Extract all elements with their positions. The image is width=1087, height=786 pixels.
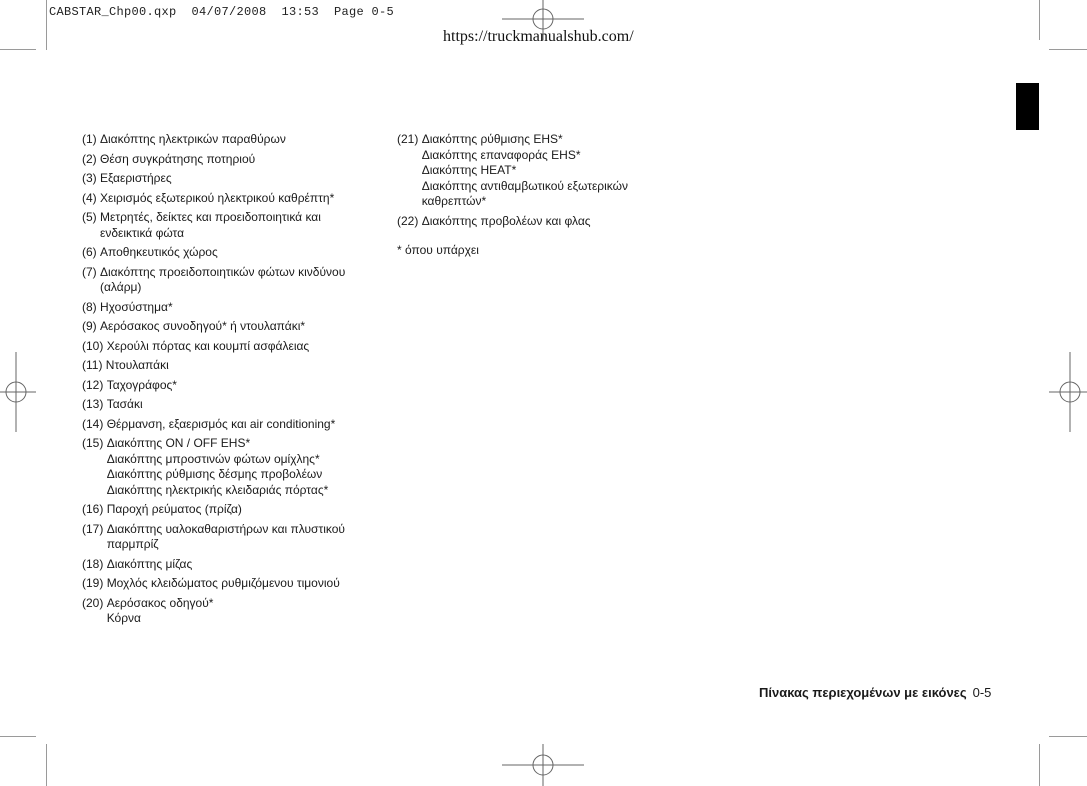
- entry-text: [100, 319, 305, 335]
- entry-number: (20): [82, 595, 107, 610]
- entry-line: Διακόπτης υαλοκαθαριστήρων και πλυστικού: [106, 521, 345, 536]
- entry-text: [100, 171, 172, 187]
- entry-text: [422, 214, 591, 230]
- entry-number: (4): [82, 190, 100, 205]
- entry-text: [100, 300, 173, 316]
- entry-number: (1): [82, 132, 100, 146]
- entry-text: [422, 132, 628, 210]
- entry-text: [100, 210, 321, 241]
- entry-text: [107, 417, 336, 433]
- legend-entry: [82, 152, 382, 168]
- entry-text: [100, 245, 218, 261]
- crop-mark-bottom-left-h: [0, 736, 36, 737]
- legend-entry: [82, 596, 382, 627]
- legend-entry: [82, 576, 382, 592]
- entry-line: Κόρνα: [106, 611, 141, 625]
- entry-line: Χερούλι πόρτας και κουμπί ασφάλειας: [106, 338, 310, 353]
- entry-line: Εξαεριστήρες: [100, 171, 172, 185]
- entry-line: (αλάρμ): [100, 280, 142, 294]
- entry-line: Αερόσακος οδηγού*: [106, 595, 214, 610]
- legend-entry: [82, 358, 382, 374]
- entry-number: (18): [82, 556, 107, 571]
- entry-line: Διακόπτης HEAT*: [421, 163, 517, 177]
- entry-number: (5): [82, 210, 100, 224]
- entry-line: Χειρισμός εξωτερικού ηλεκτρικού καθρέπτη*: [100, 190, 335, 205]
- entry-line: Διακόπτης ηλεκτρικών παραθύρων: [100, 132, 286, 146]
- legend-entry: [82, 436, 382, 498]
- entry-line: Θέρμανση, εξαερισμός και air conditioning*: [106, 416, 336, 431]
- entry-line: Διακόπτης ρύθμισης EHS*: [421, 132, 563, 146]
- entry-text: [107, 522, 345, 553]
- entry-line: Ηχοσύστημα*: [100, 299, 173, 314]
- entry-text: [100, 152, 255, 168]
- entry-line: ενδεικτικά φώτα: [100, 225, 185, 240]
- entry-line: Διακόπτης ρύθμισης δέσμης προβολέων: [106, 467, 323, 481]
- section-tab-marker: [1016, 83, 1039, 130]
- entry-line: Διακόπτης μίζας: [106, 556, 193, 571]
- legend-entry: [82, 171, 382, 187]
- entry-number: (19): [82, 576, 107, 590]
- crop-mark-top-left-v: [46, 0, 47, 50]
- legend-entry: [82, 397, 382, 413]
- entry-text: [107, 436, 329, 498]
- entry-line: Διακόπτης προβολέων και φλας: [421, 213, 591, 228]
- entry-number: (11): [82, 358, 106, 372]
- entry-line: παρμπρίζ: [106, 537, 159, 551]
- entry-number: (22): [397, 213, 422, 228]
- legend-entry: [397, 214, 667, 230]
- entry-line: Παροχή ρεύματος (πρίζα): [106, 502, 242, 516]
- entry-line: Αποθηκευτικός χώρος: [100, 245, 218, 259]
- legend-entry: [82, 319, 382, 335]
- entry-number: (7): [82, 264, 100, 279]
- crop-mark-bottom-right-v: [1039, 744, 1040, 786]
- legend-entry: [82, 339, 382, 355]
- entry-line: Ταχογράφος*: [106, 377, 177, 392]
- crop-mark-bottom-left-v: [46, 744, 47, 786]
- legend-entry: [82, 245, 382, 261]
- entry-number: (3): [82, 171, 100, 185]
- legend-left-column: [82, 132, 382, 631]
- legend-entry: [397, 132, 667, 210]
- entry-number: (12): [82, 377, 107, 392]
- entry-line: Τασάκι: [106, 397, 143, 411]
- entry-number: (16): [82, 502, 107, 516]
- page-footer: [759, 685, 991, 700]
- entry-text: [107, 557, 193, 573]
- print-header: CABSTAR_Chp00.qxp 04/07/2008 13:53 Page 0-5: [49, 5, 395, 19]
- entry-line: Ντουλαπάκι: [105, 358, 169, 372]
- entry-number: (17): [82, 521, 107, 536]
- registration-mark-bottom-icon: [502, 744, 584, 786]
- registration-mark-left-icon: [0, 352, 36, 432]
- legend-entry: [82, 300, 382, 316]
- entry-line: Διακόπτης επαναφοράς EHS*: [421, 147, 581, 162]
- page-number: 0-5: [972, 685, 992, 700]
- entry-line: Θέση συγκράτησης ποτηριού: [100, 151, 256, 166]
- entry-number: (8): [82, 299, 100, 314]
- legend-entry: [82, 522, 382, 553]
- entry-text: [107, 502, 242, 518]
- entry-number: (13): [82, 397, 107, 411]
- entry-line: Διακόπτης ηλεκτρικής κλειδαριάς πόρτας*: [106, 482, 329, 497]
- entry-line: Μοχλός κλειδώματος ρυθμιζόμενου τιμονιού: [106, 576, 340, 590]
- entry-line: Διακόπτης προειδοποιητικών φώτων κινδύνου: [100, 264, 346, 279]
- legend-right-column: [397, 132, 667, 259]
- entry-text: [107, 576, 340, 592]
- entry-text: [107, 339, 310, 355]
- crop-mark-top-right-h: [1049, 49, 1087, 50]
- crop-mark-top-left-h: [0, 49, 36, 50]
- legend-entry: [82, 557, 382, 573]
- registration-mark-right-icon: [1049, 352, 1087, 432]
- legend-right-entries: [397, 132, 667, 229]
- entry-line: Μετρητές, δείκτες και προειδοποιητικά και: [100, 210, 321, 224]
- crop-mark-top-right-v: [1039, 0, 1040, 40]
- entry-number: (15): [82, 436, 107, 450]
- legend-entry: [82, 191, 382, 207]
- entry-text: [100, 265, 345, 296]
- entry-number: (9): [82, 319, 100, 333]
- entry-text: [106, 358, 169, 374]
- legend-entry: [82, 132, 382, 148]
- entry-text: [107, 596, 214, 627]
- entry-line: Διακόπτης αντιθαμβωτικού εξωτερικών: [421, 178, 629, 193]
- entry-number: (6): [82, 245, 100, 259]
- entry-text: [100, 191, 334, 207]
- footnote: * όπου υπάρχει: [397, 243, 479, 257]
- entry-line: Διακόπτης μπροστινών φώτων ομίχλης*: [106, 451, 320, 466]
- legend-entry: [82, 265, 382, 296]
- entry-text: [100, 132, 286, 148]
- legend-entry: [82, 210, 382, 241]
- entry-number: (21): [397, 132, 422, 146]
- legend-entry: [82, 417, 382, 433]
- entry-number: (10): [82, 338, 107, 353]
- entry-text: [107, 397, 143, 413]
- entry-line: Διακόπτης ON / OFF EHS*: [106, 436, 251, 450]
- crop-mark-bottom-right-h: [1049, 736, 1087, 737]
- legend-entry: [82, 502, 382, 518]
- section-title: Πίνακας περιεχομένων με εικόνες: [759, 685, 967, 700]
- entry-text: [107, 378, 177, 394]
- entry-number: (2): [82, 151, 100, 166]
- entry-number: (14): [82, 416, 107, 431]
- site-url[interactable]: https://truckmanualshub.com/: [443, 28, 634, 45]
- legend-entry: [82, 378, 382, 394]
- registration-mark-top-icon: [502, 0, 584, 40]
- entry-line: καθρεπτών*: [421, 194, 487, 208]
- entry-line: Αερόσακος συνοδηγού* ή ντουλαπάκι*: [100, 319, 306, 333]
